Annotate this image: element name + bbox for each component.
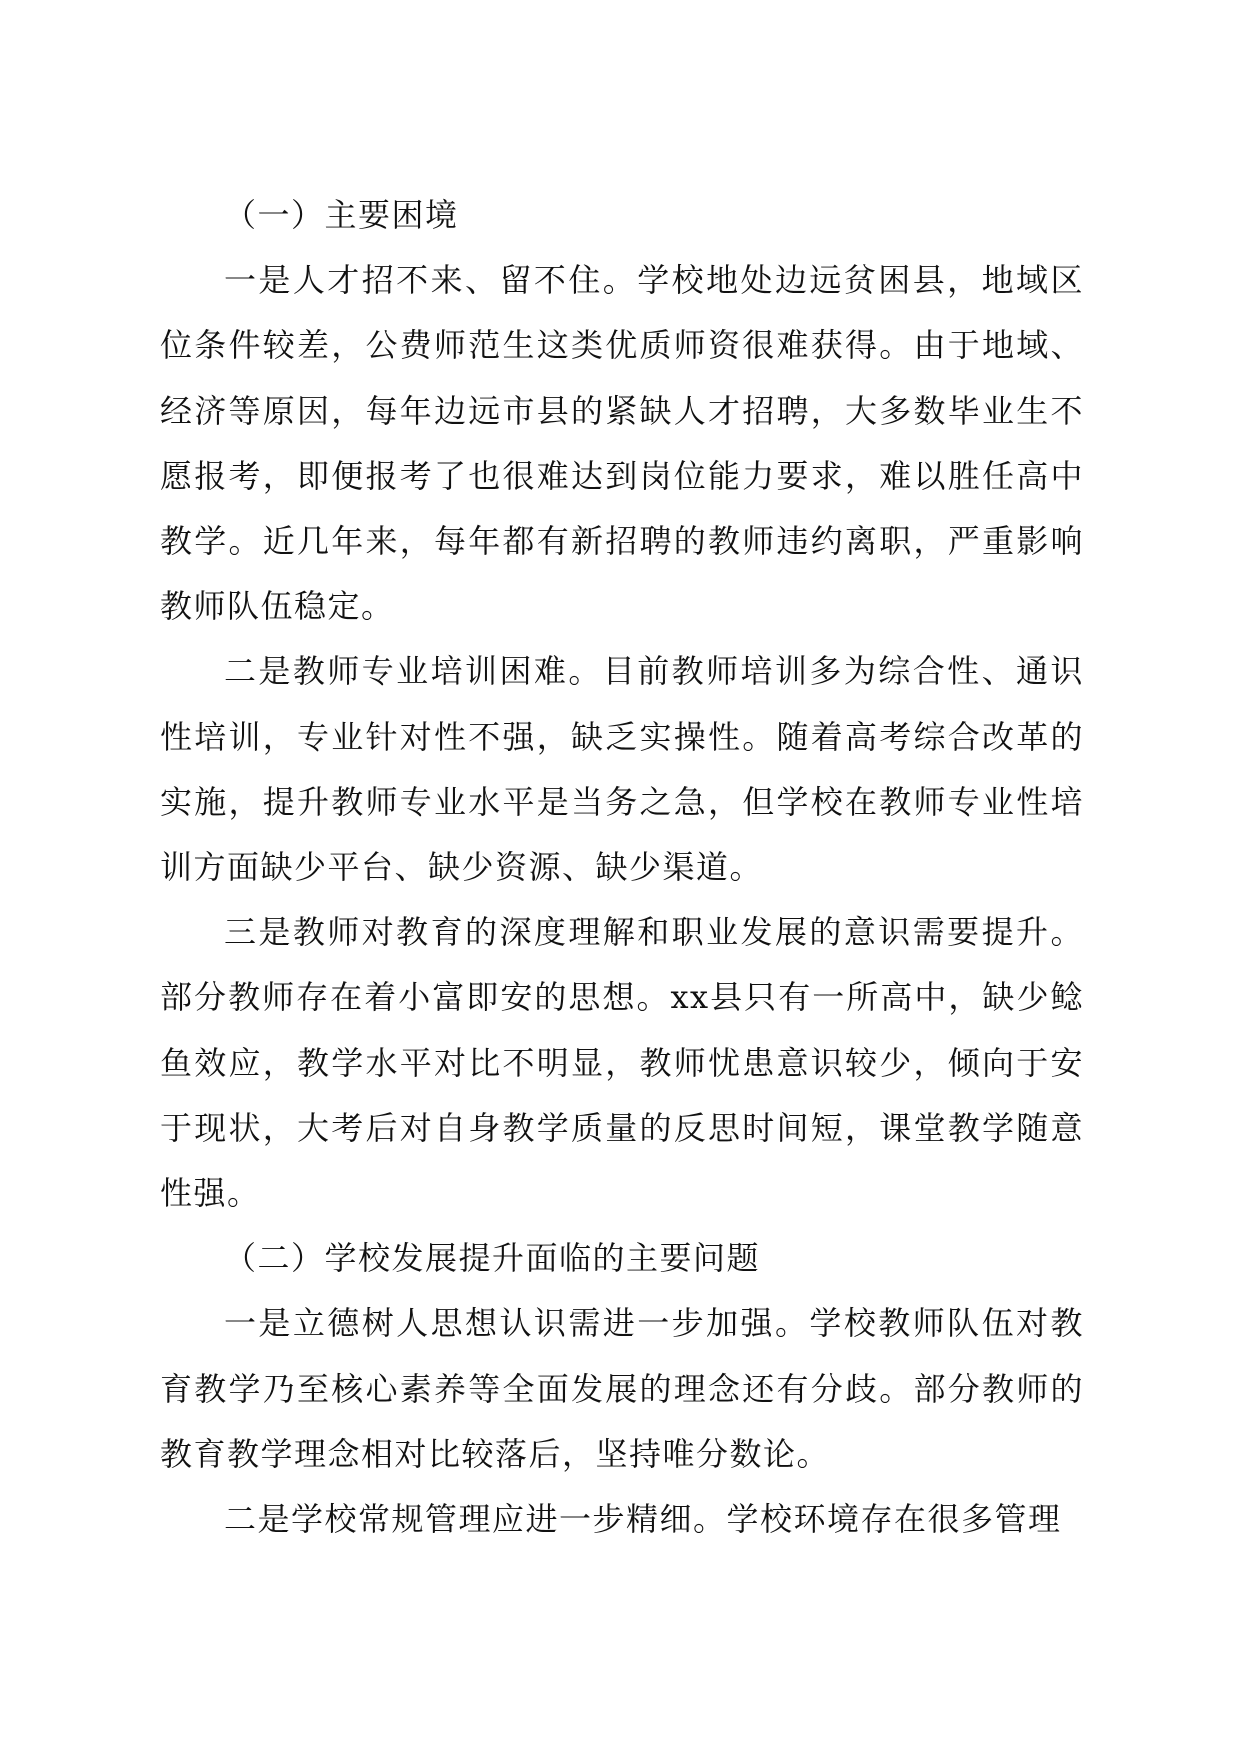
paragraph: 二是教师专业培训困难。目前教师培训多为综合性、通识性培训，专业针对性不强，缺乏实操性。随着高考综合改革的实施，提升教师专业水平是当务之急，但学校在教师专业性培训方面缺少平台、缺少资源、缺少渠道。 xyxy=(160,652,1084,887)
section-heading-1: （一）主要困境 xyxy=(224,196,459,234)
section-heading-2: （二）学校发展提升面临的主要问题 xyxy=(224,1239,761,1278)
document-body xyxy=(160,183,1084,1552)
paragraph: 三是教师对教育的深度理解和职业发展的意识需要提升。部分教师存在着小富即安的思想。xx县只有一所高中，缺少鲶鱼效应，教学水平对比不明显，教师忧患意识较少，倾向于安于现状，大考后对自身教学质量的反思时间短，课堂教学随意性强。 xyxy=(160,913,1084,1213)
paragraph: 一是立德树人思想认识需进一步加强。学校教师队伍对教育教学乃至核心素养等全面发展的理念还有分歧。部分教师的教育教学理念相对比较落后，坚持唯分数论。 xyxy=(160,1304,1084,1473)
paragraph: 一是人才招不来、留不住。学校地处边远贫困县，地域区位条件较差，公费师范生这类优质师资很难获得。由于地域、经济等原因，每年边远市县的紧缺人才招聘，大多数毕业生不愿报考，即便报考了也很难达到岗位能力要求，难以胜任高中教学。近几年来，每年都有新招聘的教师违约离职，严重影响教师队伍稳定。 xyxy=(160,261,1084,626)
paragraph: 二是学校常规管理应进一步精细。学校环境存在很多管理 xyxy=(224,1500,1062,1539)
